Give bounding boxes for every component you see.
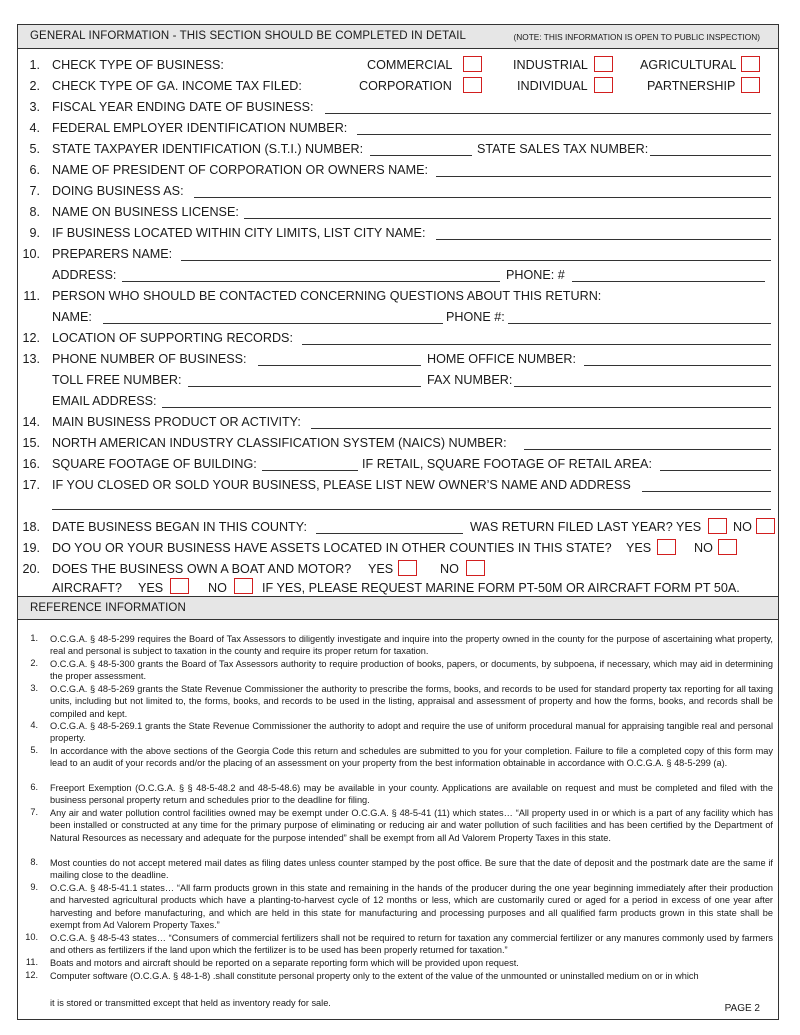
ref-12-text: Computer software (O.C.G.A. § 48-1-8) .shall constitute personal property only to the extent of the value of the unmounted or uninstalled medium on or in which <box>50 971 699 981</box>
q12-label: LOCATION OF SUPPORTING RECORDS: <box>52 331 293 345</box>
q20-number: 20. <box>22 562 40 576</box>
boat-no-label: NO <box>440 562 459 576</box>
ref-7-number: 7. <box>30 807 38 817</box>
q18-number: 18. <box>22 520 40 534</box>
q16-label: SQUARE FOOTAGE OF BUILDING: <box>52 457 257 471</box>
naics-field[interactable] <box>524 449 771 450</box>
q6-label: NAME OF PRESIDENT OF CORPORATION OR OWNERS NAME: <box>52 163 428 177</box>
aircraft-yes-label: YES <box>138 581 164 595</box>
main-product-field[interactable] <box>311 428 771 429</box>
ref-8-number: 8. <box>30 857 38 867</box>
other-counties-no-checkbox[interactable] <box>718 539 737 555</box>
q13-number: 13. <box>22 352 40 366</box>
ref-1-text: O.C.G.A. § 48-5-299 requires the Board of Tax Assessors to diligently investigate and inquire into the property owned in the county for the purpose of ascertaining what property, real and personal is subject to taxation in the county and require its proper return for taxation. <box>50 634 773 657</box>
sti-number-field[interactable] <box>370 155 472 156</box>
ref-3-text: O.C.G.A. § 48-5-269 grants the State Revenue Commissioner the authority to prescribe the forms, books, and records to be used for standard property tax reporting for all taxing units, including but not limited to, the forms, books, and records to be used in the listing, appraisal and assessment of property and how the forms, books, and records shall be compiled and kept. <box>50 684 773 719</box>
ref-4-number: 4. <box>30 720 38 730</box>
q1-label: CHECK TYPE OF BUSINESS: <box>52 58 224 72</box>
q15-label: NORTH AMERICAN INDUSTRY CLASSIFICATION SYSTEM (NAICS) NUMBER: <box>52 436 507 450</box>
boat-yes-checkbox[interactable] <box>398 560 417 576</box>
ref-6-number: 6. <box>30 782 38 792</box>
new-owner-field-line2[interactable] <box>52 509 771 510</box>
aircraft-no-checkbox[interactable] <box>234 578 253 594</box>
industrial-checkbox[interactable] <box>594 56 613 72</box>
q7-label: DOING BUSINESS AS: <box>52 184 184 198</box>
q2-number: 2. <box>29 79 40 93</box>
filed-last-year-yes-checkbox[interactable] <box>708 518 727 534</box>
owner-name-field[interactable] <box>436 176 771 177</box>
boat-no-checkbox[interactable] <box>466 560 485 576</box>
business-phone-field[interactable] <box>258 365 421 366</box>
q19-number: 19. <box>22 541 40 555</box>
corporation-label: CORPORATION <box>359 79 452 93</box>
public-inspection-note: (NOTE: THIS INFORMATION IS OPEN TO PUBLIC INSPECTION) <box>513 32 760 42</box>
q10-label: PREPARERS NAME: <box>52 247 173 261</box>
q19-label: DO YOU OR YOUR BUSINESS HAVE ASSETS LOCATED IN OTHER COUNTIES IN THIS STATE? <box>52 541 612 555</box>
preparer-phone-field[interactable] <box>572 281 765 282</box>
ref-10-number: 10. <box>25 932 38 942</box>
ref-5-number: 5. <box>30 745 38 755</box>
ref-2-text: O.C.G.A. § 48-5-300 grants the Board of Tax Assessors authority to require production of books, papers, or documents, by subpoena, if necessary, which may aid in determining the proper assessment. <box>50 659 773 682</box>
q4-number: 4. <box>29 121 40 135</box>
ref-4-text: O.C.G.A. § 48-5-269.1 grants the State Revenue Commissioner the authority to adopt and require the use of uniform procedural manual for appraising tangible real and personal property. <box>50 721 773 744</box>
business-began-date-field[interactable] <box>316 533 463 534</box>
q3-label: FISCAL YEAR ENDING DATE OF BUSINESS: <box>52 100 314 114</box>
section-title: GENERAL INFORMATION - THIS SECTION SHOULD BE COMPLETED IN DETAIL <box>30 30 467 42</box>
fiscal-year-field[interactable] <box>325 113 771 114</box>
q6-number: 6. <box>29 163 40 177</box>
ref-9-text: O.C.G.A. § 48-5-41.1 states… “All farm products grown in this state and remaining in the hands of the producer during the one year beginning immediately after their production and harvested agricultural products which have a planting-to-harvest cycle of 12 months or less, which are customarily cured or aged for a period in excess of one year after harvesting and before manufacturing, and which are held in this state for manufacturing and processing purposes and all qualified farm products grown in this state shall be exempt from Ad Valorem Property Taxes.” <box>50 883 773 931</box>
other-counties-yes-label: YES <box>626 541 652 555</box>
ref-7-text: Any air and water pollution control facilities owned may be exempt under O.C.G.A. § 48-5-41 (11) which states… “All property used in or which is a part of any facility which has been installed or constructed at any time for the primary purpose of eliminating or reducing air and water pollution of such facilities and has been certified by the Department of Natural Resources as necessary and adequate for the purpose intended” shall be exempt from all Ad Valorem Property Taxes in this state. <box>50 808 773 843</box>
ref-5-text: In accordance with the above sections of the Georgia Code this return and schedules are submitted to you for your completion. Failure to file a completed copy of this form may lead to an audit of your records and/or the placing of an assessment on your property from the best information obtainable in accordance with O.C.G.A. § 48-5-299 (a). <box>50 746 773 769</box>
home-office-label: HOME OFFICE NUMBER: <box>427 352 577 366</box>
page-number: PAGE 2 <box>724 1003 760 1014</box>
q12-number: 12. <box>22 331 40 345</box>
q4-label: FEDERAL EMPLOYER IDENTIFICATION NUMBER: <box>52 121 348 135</box>
q20-label: DOES THE BUSINESS OWN A BOAT AND MOTOR? <box>52 562 352 576</box>
q5-number: 5. <box>29 142 40 156</box>
general-info-header <box>18 25 778 49</box>
dba-field[interactable] <box>194 197 771 198</box>
q11-number: 11. <box>23 289 40 303</box>
contact-phone-label: PHONE #: <box>446 310 505 324</box>
other-counties-yes-checkbox[interactable] <box>657 539 676 555</box>
email-label: EMAIL ADDRESS: <box>52 394 157 408</box>
ref-6-text: Freeport Exemption (O.C.G.A. § § 48-5-48.2 and 48-5-48.6) may be available in your county. Applications are available on request and must be completed and filed with the business personal property return and schedules prior to the deadline for filing. <box>50 783 773 806</box>
ref-8-text: Most counties do not accept metered mail dates as filing dates unless counter stamped by the post office. Be sure that the date of deposit and the postmark date are the same if mailing close to the deadline. <box>50 858 773 881</box>
q9-number: 9. <box>29 226 40 240</box>
preparer-phone-label: PHONE: # <box>506 268 565 282</box>
q17-label: IF YOU CLOSED OR SOLD YOUR BUSINESS, PLEASE LIST NEW OWNER’S NAME AND ADDRESS <box>52 478 631 492</box>
q7-number: 7. <box>29 184 40 198</box>
building-sqft-field[interactable] <box>262 470 358 471</box>
ref-9-number: 9. <box>30 882 38 892</box>
partnership-label: PARTNERSHIP <box>647 79 736 93</box>
agricultural-checkbox[interactable] <box>741 56 760 72</box>
home-office-field[interactable] <box>584 365 771 366</box>
commercial-label: COMMERCIAL <box>367 58 453 72</box>
ref-12-number: 12. <box>25 970 38 980</box>
contact-phone-field[interactable] <box>508 323 771 324</box>
ref-2-number: 2. <box>30 658 38 668</box>
reference-title: REFERENCE INFORMATION <box>30 602 186 614</box>
ref-12-continuation: it is stored or transmitted except that held as inventory ready for sale. <box>50 998 331 1008</box>
aircraft-no-label: NO <box>208 581 227 595</box>
other-counties-no-label: NO <box>694 541 713 555</box>
agricultural-label: AGRICULTURAL <box>640 58 737 72</box>
q18-label: DATE BUSINESS BEGAN IN THIS COUNTY: <box>52 520 307 534</box>
individual-checkbox[interactable] <box>594 77 613 93</box>
retail-sqft-field[interactable] <box>660 470 771 471</box>
ref-3-number: 3. <box>30 683 38 693</box>
q9-label: IF BUSINESS LOCATED WITHIN CITY LIMITS, LIST CITY NAME: <box>52 226 426 240</box>
q10-number: 10. <box>22 247 40 261</box>
license-name-field[interactable] <box>244 218 771 219</box>
ref-1-number: 1. <box>30 633 38 643</box>
preparer-name-field[interactable] <box>181 260 771 261</box>
preparer-address-field[interactable] <box>122 281 500 282</box>
corporation-checkbox[interactable] <box>463 77 482 93</box>
boat-yes-label: YES <box>368 562 394 576</box>
q16-number: 16. <box>22 457 40 471</box>
q14-label: MAIN BUSINESS PRODUCT OR ACTIVITY: <box>52 415 301 429</box>
filed-last-year-no-checkbox[interactable] <box>756 518 775 534</box>
preparer-address-label: ADDRESS: <box>52 268 117 282</box>
ref-10-text: O.C.G.A. § 48-5-43 states… “Consumers of commercial fertilizers shall not be required to return for taxation any commercial fertilizer or any manures commonly used by farmers and others as fertilizers if the land upon which the fertilizer is to be used has been properly returned for taxation.” <box>50 933 773 956</box>
retail-sqft-label: IF RETAIL, SQUARE FOOTAGE OF RETAIL AREA: <box>362 457 652 471</box>
ref-11-text: Boats and motors and aircraft should be reported on a separate reporting form which will be provided upon request. <box>50 958 519 968</box>
aircraft-yes-checkbox[interactable] <box>170 578 189 594</box>
fax-field[interactable] <box>514 386 771 387</box>
q11-label: PERSON WHO SHOULD BE CONTACTED CONCERNING QUESTIONS ABOUT THIS RETURN: <box>52 289 602 303</box>
sales-tax-label: STATE SALES TAX NUMBER: <box>477 142 649 156</box>
marine-aircraft-form-note: IF YES, PLEASE REQUEST MARINE FORM PT-50M OR AIRCRAFT FORM PT 50A. <box>262 581 740 595</box>
q8-number: 8. <box>29 205 40 219</box>
contact-name-field[interactable] <box>103 323 443 324</box>
toll-free-field[interactable] <box>188 386 421 387</box>
individual-label: INDIVIDUAL <box>517 79 588 93</box>
records-location-field[interactable] <box>302 344 771 345</box>
industrial-label: INDUSTRIAL <box>513 58 588 72</box>
q3-number: 3. <box>29 100 40 114</box>
reference-header <box>18 596 778 620</box>
aircraft-label: AIRCRAFT? <box>52 581 122 595</box>
toll-free-label: TOLL FREE NUMBER: <box>52 373 182 387</box>
ref-11-number: 11. <box>25 957 38 967</box>
sales-tax-field[interactable] <box>650 155 771 156</box>
q14-number: 14. <box>22 415 40 429</box>
fein-field[interactable] <box>357 134 771 135</box>
email-field[interactable] <box>162 407 771 408</box>
city-name-field[interactable] <box>436 239 771 240</box>
q13-label: PHONE NUMBER OF BUSINESS: <box>52 352 247 366</box>
filed-last-year-label: WAS RETURN FILED LAST YEAR? YES <box>470 520 702 534</box>
q5-label: STATE TAXPAYER IDENTIFICATION (S.T.I.) NUMBER: <box>52 142 364 156</box>
new-owner-field[interactable] <box>642 491 771 492</box>
q2-label: CHECK TYPE OF GA. INCOME TAX FILED: <box>52 79 302 93</box>
q15-number: 15. <box>22 436 40 450</box>
q17-number: 17. <box>22 478 40 492</box>
filed-last-year-no-label: NO <box>733 520 752 534</box>
q1-number: 1. <box>29 58 40 72</box>
commercial-checkbox[interactable] <box>463 56 482 72</box>
partnership-checkbox[interactable] <box>741 77 760 93</box>
contact-name-label: NAME: <box>52 310 92 324</box>
q8-label: NAME ON BUSINESS LICENSE: <box>52 205 239 219</box>
fax-label: FAX NUMBER: <box>427 373 513 387</box>
